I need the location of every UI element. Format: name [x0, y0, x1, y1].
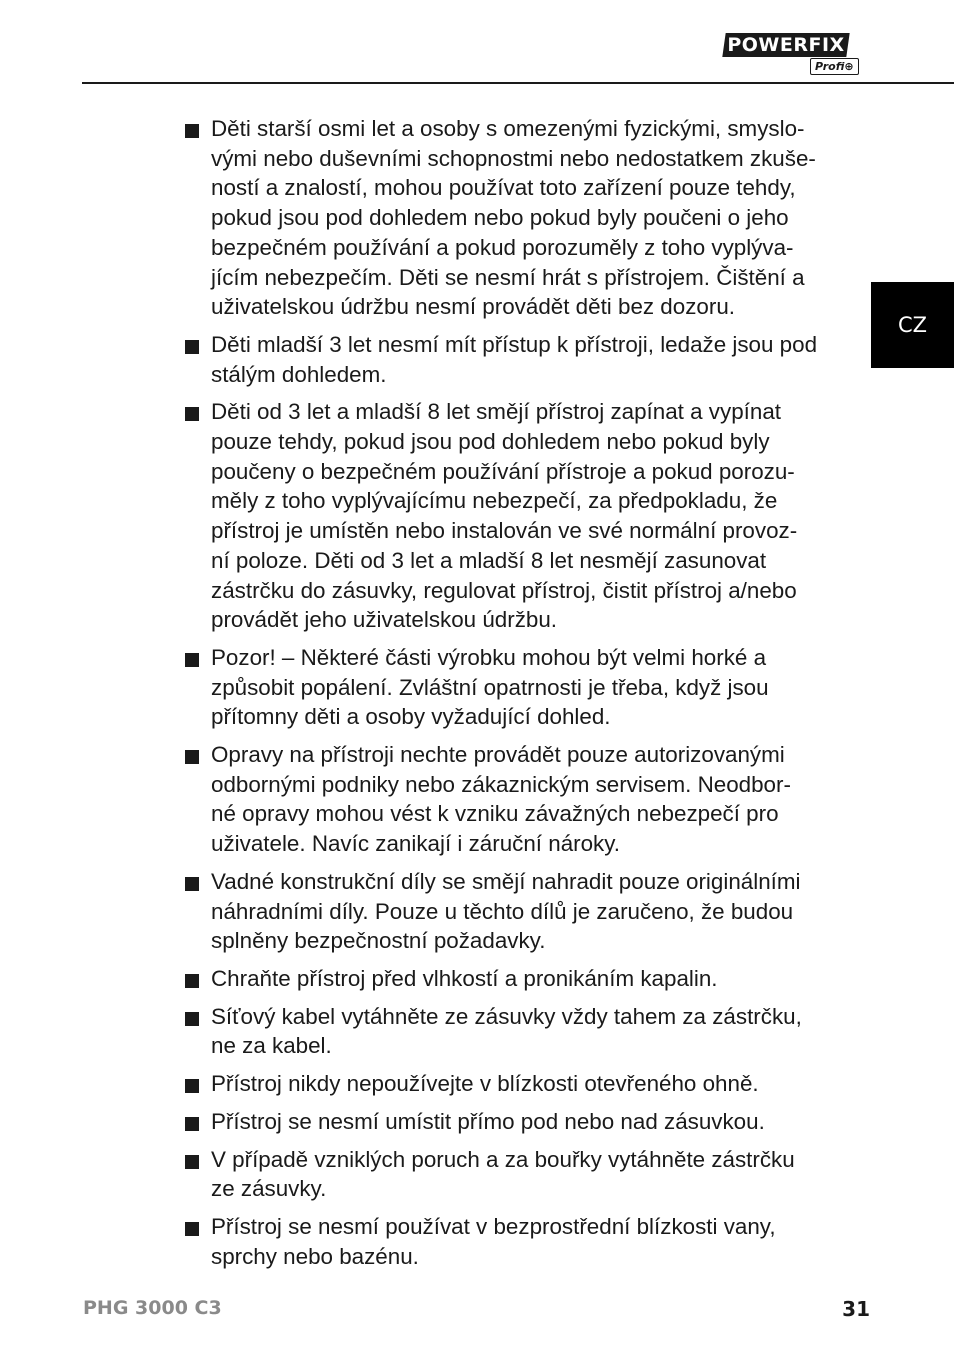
list-item-line: né opravy mohou vést k vzniku závažných nebezpečí pro — [211, 801, 779, 827]
list-item-line: Vadné konstrukční díly se smějí nahradit pouze originálními — [211, 868, 801, 894]
logo-sub-badge: Profi⊕ — [810, 58, 859, 75]
list-item-line: V případě vzniklých poruch a za bouřky vytáhněte zástrčku — [211, 1146, 795, 1172]
list-item-line: ností a znalostí, mohou používat toto zařízení pouze tehdy, — [211, 175, 796, 201]
list-item-line: Chraňte přístroj před vlhkostí a pronikáním kapalin. — [211, 965, 718, 991]
list-item-line: splněny bezpečnostní požadavky. — [211, 928, 546, 954]
logo-main — [722, 33, 849, 57]
list-item-line: Přístroj nikdy nepoužívejte v blízkosti otevřeného ohně. — [211, 1071, 759, 1097]
list-item-line: Přístroj se nesmí umístit přímo pod nebo nad zásuvkou. — [211, 1108, 765, 1134]
list-item-line: ze zásuvky. — [211, 1176, 327, 1202]
bullet-square-icon — [185, 1079, 199, 1093]
bullet-square-icon — [185, 1222, 199, 1236]
list-item-line: Děti starší osmi let a osoby s omezenými fyzickými, smyslo- — [211, 116, 805, 141]
safety-instructions-list — [181, 114, 843, 1279]
list-item-line: poučeny o bezpečném používání přístroje a pokud porozu- — [211, 458, 795, 484]
list-item — [181, 643, 843, 732]
list-item-line: způsobit popálení. Zvláštní opatrnosti je třeba, když jsou — [211, 674, 769, 700]
list-item-line: Opravy na přístroji nechte provádět pouze autorizovanými — [211, 742, 785, 768]
header-rule — [82, 82, 954, 84]
logo-main-text: POWERFIX — [727, 34, 845, 56]
list-item — [181, 397, 843, 635]
list-item-line: měly z toho vyplývajícímu nebezpečí, za předpokladu, že — [211, 488, 778, 514]
list-item-line: bezpečném používání a pokud porozuměly z toho vyplýva- — [211, 234, 794, 260]
list-item-line: pouze tehdy, pokud jsou pod dohledem nebo pokud byly — [211, 429, 770, 455]
list-item-line: zástrčku do zásuvky, regulovat přístroj, čistit přístroj a/nebo — [211, 577, 797, 603]
list-item — [181, 1069, 843, 1099]
bullet-square-icon — [185, 1012, 199, 1026]
list-item — [181, 964, 843, 994]
bullet-square-icon — [185, 653, 199, 667]
list-item-line: Děti od 3 let a mladší 8 let smějí přístroj zapínat a vypínat — [211, 399, 781, 425]
list-item — [181, 740, 843, 859]
footer-model: PHG 3000 C3 — [83, 1297, 222, 1319]
bullet-square-icon — [185, 974, 199, 988]
list-item-line: uživatelskou údržbu nesmí provádět děti bez dozoru. — [211, 294, 735, 320]
bullet-square-icon — [185, 124, 199, 138]
list-item-line: pokud jsou pod dohledem nebo pokud byly poučeni o jeho — [211, 205, 789, 231]
list-item-line: ne za kabel. — [211, 1033, 332, 1059]
list-item — [181, 867, 843, 956]
list-item-line: uživatele. Navíc zanikají i záruční nároky. — [211, 831, 621, 857]
list-item-line: přítomny děti a osoby vyžadující dohled. — [211, 704, 611, 730]
list-item-line: provádět jeho uživatelskou údržbu. — [211, 607, 558, 633]
list-item — [181, 1212, 843, 1271]
bullet-square-icon — [185, 340, 199, 354]
list-item — [181, 114, 843, 322]
bullet-square-icon — [185, 407, 199, 421]
list-item-line: přístroj je umístěn nebo instalován ve své normální provoz- — [211, 518, 798, 544]
list-item-line: Pozor! – Některé části výrobku mohou být velmi horké a — [211, 644, 767, 670]
list-item-line: odbornými podniky nebo zákaznickým servisem. Neodbor- — [211, 771, 791, 797]
list-item-line: stálým dohledem. — [211, 361, 387, 387]
list-item-line: Děti mladší 3 let nesmí mít přístup k přístroji, ledaže jsou pod — [211, 331, 818, 357]
brand-logo — [724, 33, 872, 75]
bullet-square-icon — [185, 1117, 199, 1131]
list-item-line: náhradními díly. Pouze u těchto dílů je zaručeno, že budou — [211, 898, 794, 924]
language-tab: CZ — [871, 282, 954, 368]
list-item-line: ní poloze. Děti od 3 let a mladší 8 let nesmějí zasunovat — [211, 547, 767, 573]
list-item-line: jícím nebezpečím. Děti se nesmí hrát s přístrojem. Čištění a — [211, 264, 805, 290]
list-item-line: Přístroj se nesmí používat v bezprostřední blízkosti vany, — [211, 1213, 776, 1239]
bullet-square-icon — [185, 1155, 199, 1169]
list-item — [181, 330, 843, 389]
page-number: 31 — [842, 1297, 870, 1321]
bullet-square-icon — [185, 750, 199, 764]
list-item-line: Síťový kabel vytáhněte ze zásuvky vždy tahem za zástrčku, — [211, 1003, 802, 1029]
list-item — [181, 1002, 843, 1061]
list-item-line: vými nebo duševními schopnostmi nebo nedostatkem zkuše- — [211, 145, 816, 171]
list-item — [181, 1145, 843, 1204]
list-item — [181, 1107, 843, 1137]
bullet-square-icon — [185, 877, 199, 891]
list-item-line: sprchy nebo bazénu. — [211, 1243, 419, 1269]
